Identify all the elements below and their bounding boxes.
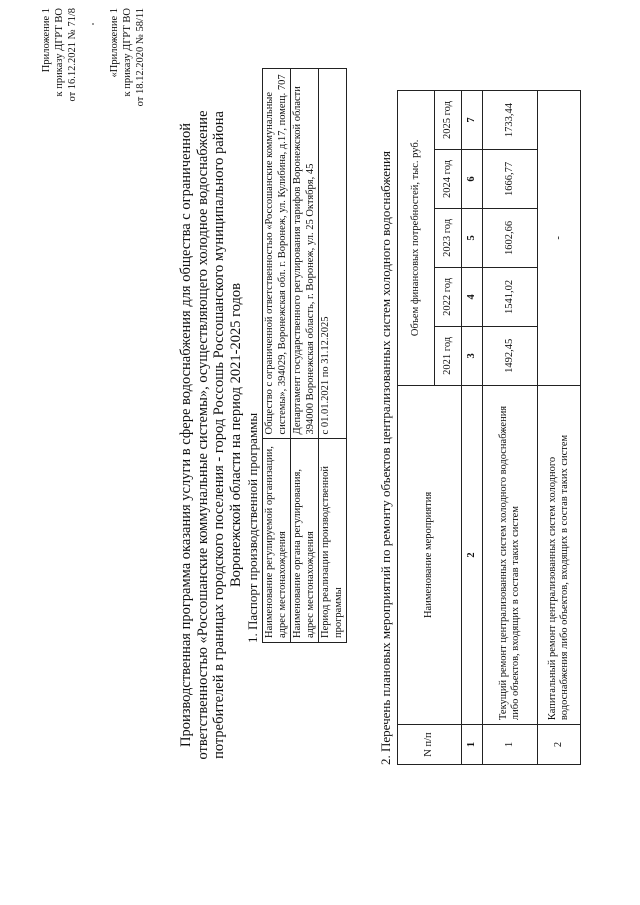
table-row (538, 91, 581, 765)
appendix-2-line1: «Приложение 1 (109, 8, 120, 78)
appendix-1-block (40, 8, 79, 102)
year-cell: 2024 год (435, 149, 462, 208)
passport-value: Общество с ограниченной ответственностью «Россошанские коммунальные системы», 394029, Воронежская обл. г. Воронеж, ул. Кулибина, д.17, помещ. 707 (263, 69, 291, 439)
index-cell: 5 (462, 208, 483, 267)
index-row (462, 91, 483, 765)
scan-artifact-dot (92, 23, 94, 25)
passport-value: с 01.01.2021 по 31.12.2025 (319, 69, 347, 439)
appendix-2-block (108, 8, 147, 106)
row-name: Текущий ремонт централизованных систем холодного водоснабжения либо объектов, входящих в состав таких систем (483, 385, 538, 724)
passport-row (291, 69, 319, 643)
title-line3: потребителей в границах городского поселения - город Россошь Россошанского муниципального района (211, 111, 227, 759)
row-value: 1666,77 (483, 149, 538, 208)
passport-row (319, 69, 347, 643)
row-value: 1492,45 (483, 326, 538, 385)
passport-table (262, 68, 347, 643)
row-num: 1 (483, 725, 538, 765)
year-cell: 2022 год (435, 267, 462, 326)
table-row (483, 91, 538, 765)
year-cell: 2025 год (435, 91, 462, 150)
row-merged-value: - (538, 91, 581, 386)
year-cell: 2023 год (435, 208, 462, 267)
title-line4: Воронежской области на период 2021-2025 годов (227, 282, 244, 588)
index-cell: 4 (462, 267, 483, 326)
index-cell: 6 (462, 149, 483, 208)
header-name: Наименование мероприятия (398, 385, 462, 724)
index-cell: 3 (462, 326, 483, 385)
section-1-heading: 1. Паспорт производственной программы (245, 412, 260, 643)
index-cell: 2 (462, 385, 483, 724)
header-num: N п/п (398, 725, 462, 765)
header-volume: Объем финансовых потребностей, тыс. руб. (398, 91, 435, 386)
appendix-2-line2: к приказу ДГРТ ВО (122, 8, 133, 97)
appendix-1-line1: Приложение 1 (41, 8, 52, 73)
appendix-1-line2: к приказу ДГРТ ВО (54, 8, 65, 97)
row-value: 1733,44 (483, 91, 538, 150)
row-value: 1541,02 (483, 267, 538, 326)
passport-label: Наименование органа регулирования, адрес местонахождения (291, 439, 319, 643)
title-line1: Производственная программа оказания услуги в сфере водоснабжения для общества с ограниченной (178, 122, 194, 748)
appendix-2-line3: от 18.12.2020 № 58/11 (135, 8, 146, 107)
year-cell: 2021 год (435, 326, 462, 385)
row-value: 1602,66 (483, 208, 538, 267)
document-title (178, 25, 244, 845)
measures-table (397, 90, 581, 765)
header-row (398, 91, 435, 765)
passport-label: Наименование регулируемой организации, адрес местонахождения (263, 439, 291, 643)
index-cell: 7 (462, 91, 483, 150)
index-cell: 1 (462, 725, 483, 765)
passport-label: Период реализации производственной программы (319, 439, 347, 643)
passport-value: Департамент государственного регулирования тарифов Воронежской области 394000 Воронежская область, г. Воронеж, ул. 25 Октября, 45 (291, 69, 319, 439)
appendix-1-line3: от 16.12.2021 № 71/8 (67, 8, 78, 102)
row-num: 2 (538, 725, 581, 765)
section-2-heading: 2. Перечень плановых мероприятий по ремонту объектов централизованных систем холодного водоснабжения (378, 151, 393, 765)
row-name: Капитальный ремонт централизованных систем холодного водоснабжения либо объектов, входящих в состав таких систем (538, 385, 581, 724)
passport-row (263, 69, 291, 643)
title-line2: ответственностью «Россошанские коммунальные системы», осуществляющего холодное водоснабжение (194, 110, 211, 760)
